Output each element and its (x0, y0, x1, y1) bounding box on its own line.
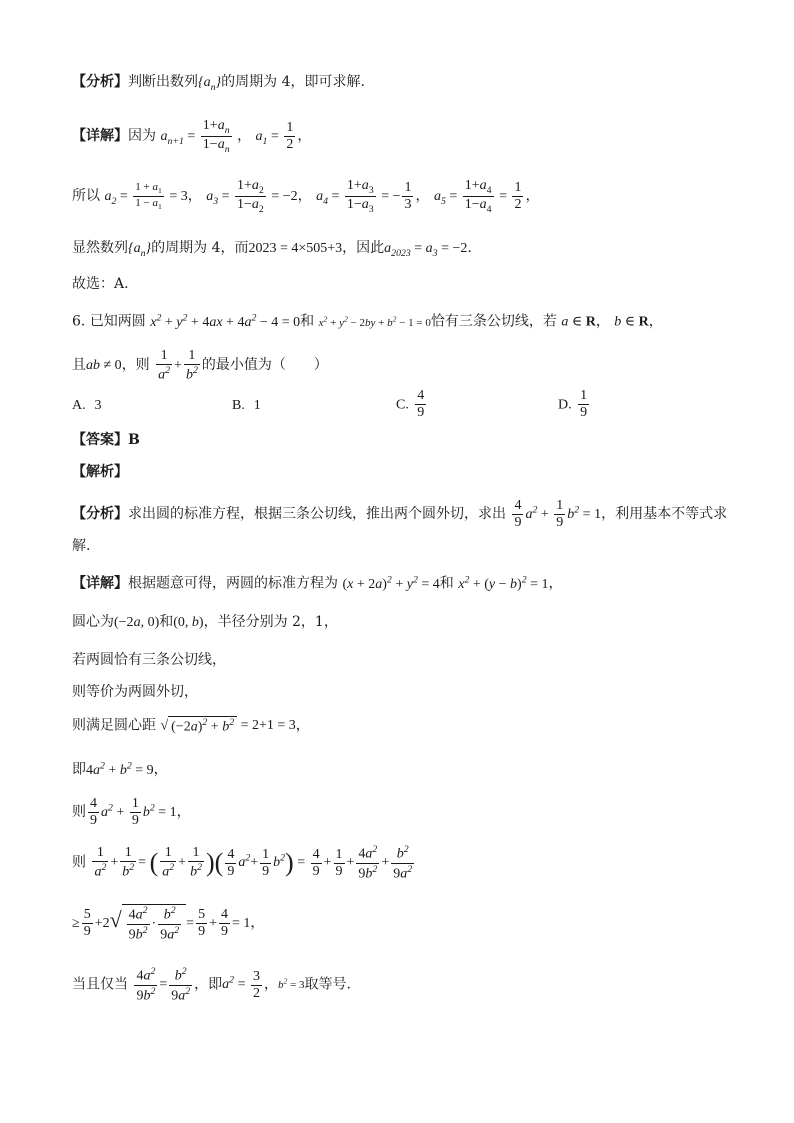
text: 因为 (128, 127, 156, 144)
math-a2023: $a_{2023} = a_3 = -2$ (384, 241, 468, 259)
options-row (72, 388, 732, 428)
text: ， (237, 127, 252, 144)
text: 圆心为 (72, 614, 114, 630)
text: 所以 (72, 187, 100, 204)
math-a-squared: $a^2$ = $\frac{3}{2}$ (222, 968, 260, 1001)
text: 和 (439, 575, 454, 592)
detail-line-12 (72, 904, 264, 944)
text: 的最小值为（ ） (201, 357, 328, 374)
question-6-line-2 (72, 348, 328, 384)
detail-line-3 (72, 240, 472, 260)
detail-line-6: 若两圆恰有三条公切线， (72, 652, 226, 668)
option-d[interactable] (558, 388, 591, 421)
text: ， (176, 803, 191, 820)
math-circle-1: $x^2 + y^2 + 4ax + 4a^2 - 4 = 0$ (150, 312, 301, 330)
detail-line-1 (72, 118, 311, 155)
text: ， (263, 976, 278, 993)
detail-line-9 (72, 760, 168, 779)
detail-line-2 (72, 178, 539, 215)
math-std-circle-1: $(x + 2a)^2 + y^2 = 4$ (342, 574, 440, 592)
math-std-circle-2: $x^2 + (y - b)^2 = 1$ (458, 574, 549, 592)
math-b-squared: $b^2 = 3$ (277, 976, 305, 992)
text: ， (295, 717, 310, 734)
text: 则 (72, 803, 86, 820)
analysis-line-2 (72, 498, 727, 531)
text: 则 (72, 854, 86, 871)
text: 取等号. (304, 976, 351, 993)
math-center-1: (−2a, 0) (114, 615, 160, 630)
text: ，因此 (342, 240, 385, 256)
math-ellipse-form: $\frac{4}{9}$ $a^2$ + $\frac{1}{9}$ $b^2 = 1$ (514, 498, 602, 531)
math-equality-condition: $\frac{4a^2}{9b^2}$ = $\frac{b^2}{9a^2}$ (136, 966, 191, 1004)
math-a-real: a ∈ R (561, 314, 596, 330)
text: . (467, 240, 472, 256)
text: ， (250, 914, 265, 931)
detail-line-5 (72, 614, 338, 632)
text: ， (648, 313, 663, 330)
math-target: $\frac{1}{a^2}$ + $\frac{1}{b^2}$ (158, 348, 198, 383)
detail-line-10 (72, 796, 191, 829)
text: ，利用基本不等式求 (601, 505, 728, 522)
option-label: D. (558, 397, 572, 413)
text: ， (297, 127, 312, 144)
answer-line: 【答案】B (72, 432, 140, 448)
option-num: 4 (415, 388, 426, 405)
text: 已知两圆 (89, 313, 146, 330)
text: ，则 (121, 357, 150, 374)
text: 显然数列 (72, 240, 128, 256)
math-inequality: ≥ $\frac{5}{9}$ +2√ $\frac{4a^2}{9b^2}$ · $\frac{b^2}{9a^2}$ = $\frac{5}{9}$ + $\frac{4}{9}$ = 1 (72, 905, 251, 943)
text: ， (415, 187, 430, 204)
math-distance: √ $(-2a)^2 + b^2 = 2+1 = 3$ (160, 717, 296, 735)
option-label: B. (232, 398, 245, 413)
text: ，即 (194, 976, 223, 993)
analysis-tag: 【分析】 (72, 505, 128, 522)
math-a3: $a_3$ = $\frac{1+a_2}{1-a_2}$ = −2 (206, 178, 298, 215)
solution-heading: 【解析】 (72, 464, 128, 480)
text: 和 (159, 614, 174, 630)
detail-line-4 (72, 574, 563, 593)
analysis-tag: 【分析】 (72, 74, 128, 90)
text: 恰有三条公切线，若 (430, 313, 557, 330)
detail-tag: 【详解】 (72, 127, 128, 144)
text: 且 (72, 357, 86, 374)
math-2023: 2023 = 4×505+3 (248, 241, 343, 256)
text: 当且仅当 (72, 976, 128, 993)
math-a4: $a_4$ = $\frac{1+a_3}{1-a_3}$ = − $\frac{1}{3}$ (316, 178, 412, 215)
detail-line-7: 则等价为两圆外切， (72, 684, 198, 700)
text: ， (187, 187, 202, 204)
option-den: 9 (580, 405, 588, 421)
option-value: 3 (94, 398, 102, 413)
text: ， (525, 187, 540, 204)
text: 根据题意可得，两圆的标准方程为 (128, 575, 338, 592)
text: 和 (300, 313, 315, 330)
math-relation: $4a^2 + b^2 = 9$ (86, 760, 154, 778)
math-center-2: (0, b) (173, 615, 204, 630)
math-a5: $a_5$ = $\frac{1+a_4}{1-a_4}$ = $\frac{1}{2}$ (433, 178, 522, 215)
analysis-line-1 (72, 74, 365, 94)
math-b-real: b ∈ R (614, 314, 649, 330)
option-label: A. (72, 398, 86, 413)
analysis-line-3: 解. (72, 538, 91, 554)
question-number: 6. (72, 313, 90, 330)
option-c[interactable] (396, 388, 428, 421)
option-label: C. (396, 397, 409, 413)
text: 求出圆的标准方程，根据三条公切线，推出两个圆外切，求出 (128, 505, 506, 522)
question-6-line-1 (72, 312, 663, 331)
text: ，半径分别为 2，1， (203, 614, 338, 630)
text: ， (153, 761, 168, 778)
text: 故选：A. (72, 276, 129, 292)
text: 即 (72, 761, 86, 778)
text: ， (595, 313, 610, 330)
math-product-expansion: $\frac{1}{a^2}$ + $\frac{1}{b^2}$ = ( $\frac{1}{a^2}$ + $\frac{1}{b^2}$ )( $\frac{4}{9}$ $a^2+$ $\frac{1}{9}$ $b^2$) = $\frac{4}{9}$ + $\frac{1}{9}$ + $\frac{4a^2}{9b^2}$ + $\frac{b^2}{9a^2}$ (94, 844, 413, 882)
choice-line (72, 276, 129, 293)
text: 的周期为 4，即可求解. (221, 74, 365, 90)
option-num: 1 (578, 388, 589, 405)
math-a2: $a_2$ = $\frac{1 + a_1}{1 - a_1}$ = 3 (104, 181, 188, 212)
detail-line-11 (72, 844, 416, 883)
text: 则满足圆心距 (72, 717, 156, 734)
detail-tag: 【详解】 (72, 575, 128, 592)
text: ， (548, 575, 563, 592)
text: 判断出数列 (128, 74, 198, 90)
detail-line-8 (72, 716, 310, 736)
text: 的周期为 4，而 (151, 240, 249, 256)
math-a1: $a_1$ = $\frac{1}{2}$ (255, 119, 294, 153)
math-normalized: $\frac{4}{9}$ $a^2$ + $\frac{1}{9}$ $b^2 = 1$ (90, 796, 177, 829)
option-value: 1 (253, 398, 261, 413)
option-b[interactable] (232, 397, 261, 415)
detail-line-13 (72, 966, 351, 1005)
option-a[interactable] (72, 397, 102, 415)
math-seq: $\{a_n\}$ (198, 75, 222, 93)
math-recursion: $a_{n+1}$ = $\frac{1+a_n}{1-a_n}$ (160, 118, 230, 155)
option-den: 9 (417, 405, 425, 421)
text: ， (297, 187, 312, 204)
math-ab: ab ≠ 0 (86, 358, 122, 374)
math-circle-2: $x^2 + y^2 - 2by + b^2 - 1 = 0$ (318, 314, 431, 329)
math-seq: $\{a_n\}$ (128, 241, 152, 259)
